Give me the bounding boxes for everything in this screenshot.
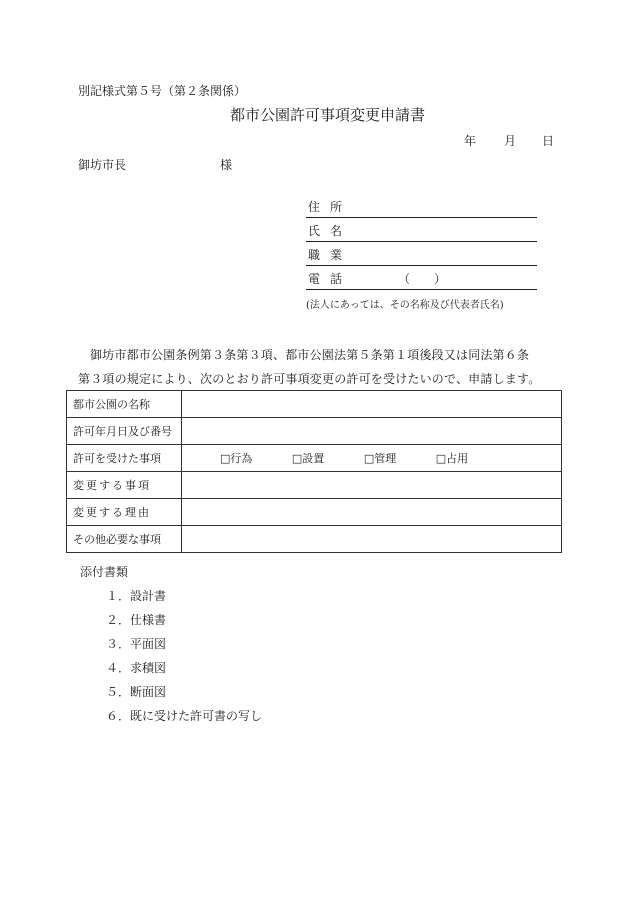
date-month: 月 bbox=[504, 134, 517, 148]
other-input[interactable] bbox=[182, 526, 562, 553]
table-row bbox=[67, 445, 562, 472]
table-row bbox=[67, 499, 562, 526]
check-install[interactable]: □設置 bbox=[291, 452, 325, 465]
name-field[interactable] bbox=[306, 223, 537, 242]
body-line-1: 御坊市都市公園条例第３条第３項、都市公園法第５条第１項後段又は同法第６条 bbox=[90, 348, 530, 362]
form-title: 都市公園許可事項変更申請書 bbox=[230, 106, 426, 124]
occupation-field[interactable] bbox=[306, 247, 537, 266]
change-matter-input[interactable] bbox=[182, 472, 562, 499]
row-label-other: その他必要な事項 bbox=[67, 526, 182, 553]
phone-label: 電話 bbox=[308, 272, 353, 286]
date-day: 日 bbox=[542, 134, 555, 148]
check-occupy[interactable]: □占用 bbox=[435, 452, 469, 465]
corporate-note: (法人にあっては、その名称及び代表者氏名) bbox=[306, 300, 504, 311]
permitted-matter-checks bbox=[182, 445, 562, 472]
check-manage[interactable]: □管理 bbox=[363, 452, 397, 465]
phone-parens: （ ） bbox=[398, 272, 447, 286]
occupation-label: 職業 bbox=[308, 248, 353, 262]
attachment-item: １．設計書 bbox=[106, 589, 167, 603]
address-field[interactable] bbox=[306, 199, 537, 218]
attachment-item: ２．仕様書 bbox=[106, 613, 167, 627]
table-row bbox=[67, 526, 562, 553]
attachment-item: ５．断面図 bbox=[106, 685, 167, 699]
address-label: 住所 bbox=[308, 200, 353, 214]
permit-date-input[interactable] bbox=[182, 418, 562, 445]
name-label: 氏名 bbox=[308, 224, 353, 238]
row-label-permit-date: 許可年月日及び番号 bbox=[67, 418, 182, 445]
check-act[interactable]: □行為 bbox=[220, 452, 253, 465]
body-line-2: 第３項の規定により、次のとおり許可事項変更の許可を受けたいので、申請します。 bbox=[78, 372, 541, 386]
attachments-heading: 添付書類 bbox=[80, 565, 129, 579]
row-label-change-reason: 変更する理由 bbox=[67, 499, 182, 526]
addressee-honorific: 様 bbox=[220, 158, 233, 172]
attachment-item: ３．平面図 bbox=[106, 637, 167, 651]
table-row bbox=[67, 418, 562, 445]
table-row bbox=[67, 391, 562, 418]
phone-field[interactable] bbox=[306, 271, 537, 290]
attachment-item: ４．求積図 bbox=[106, 661, 167, 675]
addressee-name: 御坊市長 bbox=[78, 158, 127, 172]
row-label-change-matter: 変更する事項 bbox=[67, 472, 182, 499]
row-label-permitted-matter: 許可を受けた事項 bbox=[67, 445, 182, 472]
application-table bbox=[66, 390, 562, 553]
row-label-park-name: 都市公園の名称 bbox=[67, 391, 182, 418]
table-row bbox=[67, 472, 562, 499]
change-reason-input[interactable] bbox=[182, 499, 562, 526]
form-number: 別記様式第５号（第２条関係） bbox=[78, 84, 247, 98]
park-name-input[interactable] bbox=[182, 391, 562, 418]
date-year: 年 bbox=[464, 134, 477, 148]
attachment-item: ６．既に受けた許可書の写し bbox=[106, 709, 263, 723]
